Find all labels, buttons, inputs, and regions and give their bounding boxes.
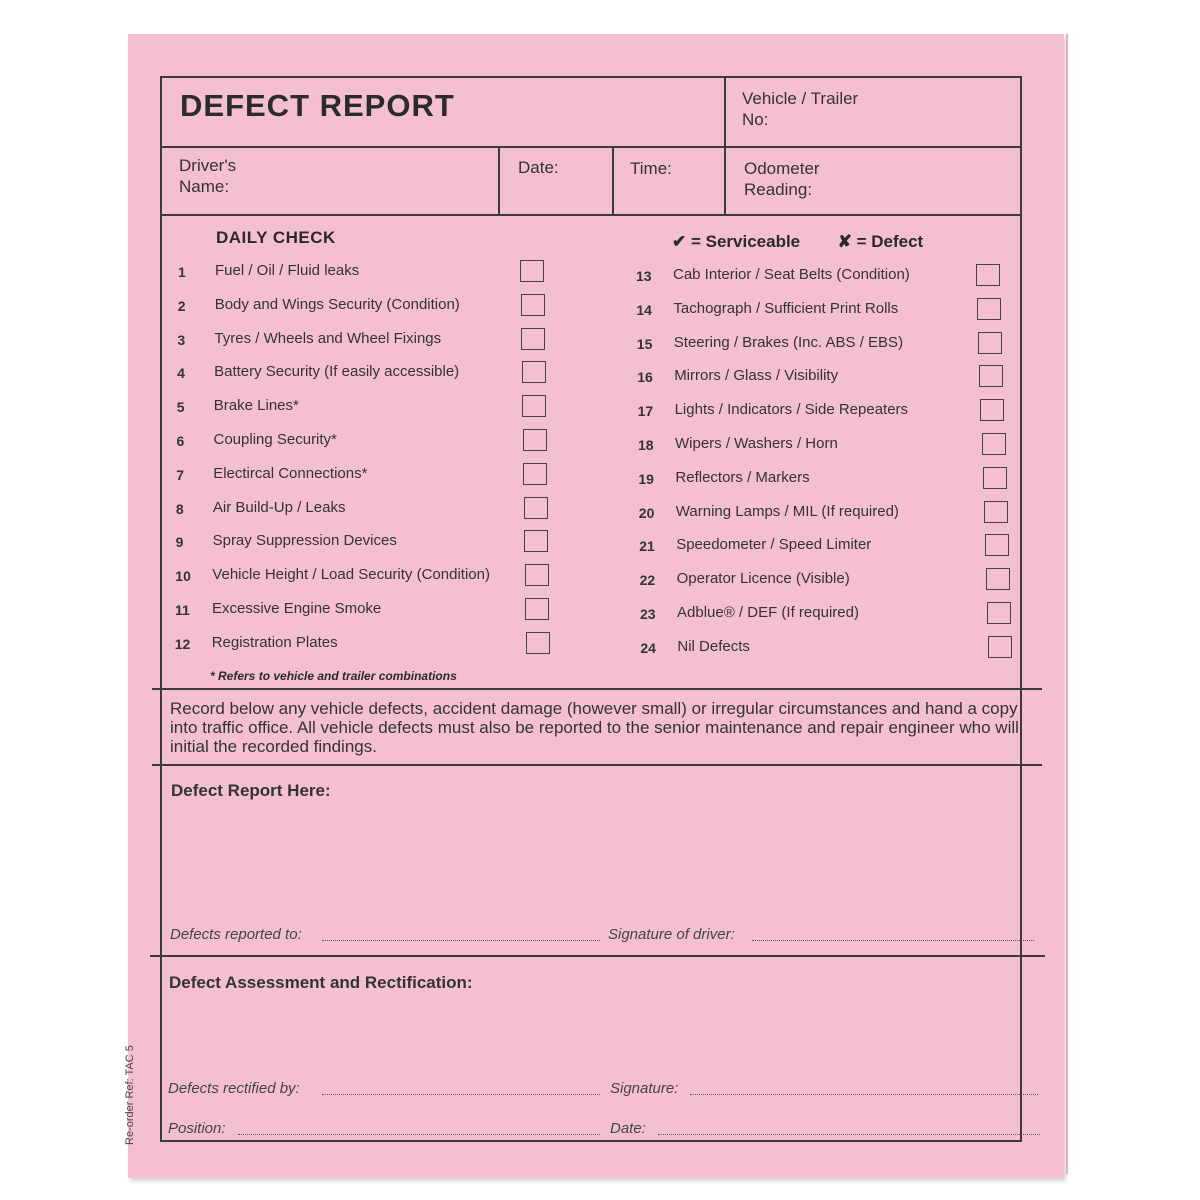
item-number: 22	[639, 572, 656, 589]
item-number: 1	[178, 264, 186, 280]
odometer-label-line1: Odometer	[744, 159, 820, 178]
item-label: Tachograph / Sufficient Print Rolls	[673, 299, 899, 317]
item-number: 17	[637, 403, 654, 420]
legend-serviceable: ✔ = Serviceable	[672, 232, 801, 251]
defect-section-bottom-divider	[150, 955, 1045, 957]
defects-reported-to-line[interactable]	[322, 940, 600, 941]
item-label: Battery Security (If easily accessible)	[214, 363, 460, 381]
item-number: 8	[175, 500, 184, 517]
item-label: Excessive Engine Smoke	[212, 600, 382, 617]
time-cell-divider	[612, 146, 614, 216]
odometer-field[interactable]	[744, 158, 820, 200]
position-line[interactable]	[238, 1134, 600, 1135]
item-label: Operator Licence (Visible)	[676, 570, 850, 588]
reorder-reference: Re-order Ref: TAC 5	[124, 1045, 136, 1145]
item-label: Cab Interior / Seat Belts (Condition)	[673, 266, 910, 283]
instructions-bottom-divider	[152, 764, 1042, 766]
time-field[interactable]: Time:	[630, 159, 672, 178]
vehicle-label-line1: Vehicle / Trailer	[742, 89, 859, 108]
item-label: Wipers / Washers / Horn	[675, 435, 838, 452]
date-cell-divider	[498, 146, 500, 216]
vehicle-label-line2: No:	[742, 110, 769, 129]
item-number: 16	[637, 369, 653, 386]
item-label: Nil Defects	[677, 637, 750, 655]
item-label: Tyres / Wheels and Wheel Fixings	[214, 329, 442, 347]
left-checkbox[interactable]	[521, 294, 545, 316]
left-checkbox[interactable]	[520, 260, 544, 282]
position-label: Position:	[168, 1120, 226, 1137]
item-label: Reflectors / Markers	[675, 468, 810, 486]
checklist-bottom-divider	[152, 688, 1042, 690]
right-checkbox[interactable]	[982, 433, 1006, 455]
left-checkbox[interactable]	[522, 395, 546, 417]
item-number: 7	[176, 466, 184, 483]
left-checkbox[interactable]	[522, 361, 546, 383]
rectified-by-line[interactable]	[322, 1094, 600, 1095]
daily-check-heading: DAILY CHECK	[216, 228, 336, 247]
header-divider	[160, 146, 1022, 148]
left-checkbox[interactable]	[524, 530, 548, 552]
item-number: 18	[638, 437, 654, 453]
rectified-by-label: Defects rectified by:	[168, 1080, 300, 1097]
vehicle-cell-divider	[724, 76, 726, 216]
defects-reported-to-label: Defects reported to:	[170, 926, 302, 943]
item-label: Body and Wings Security (Condition)	[214, 295, 460, 313]
item-number: 2	[177, 297, 186, 314]
left-checkbox[interactable]	[524, 497, 548, 519]
item-label: Lights / Indicators / Side Repeaters	[674, 401, 909, 419]
left-checkbox[interactable]	[523, 463, 547, 485]
item-label: Brake Lines*	[213, 397, 299, 415]
signature-label: Signature:	[610, 1080, 679, 1097]
item-number: 6	[176, 433, 185, 449]
right-checkbox[interactable]	[983, 467, 1007, 489]
item-label: Speedometer / Speed Limiter	[676, 536, 872, 554]
right-checkbox[interactable]	[984, 501, 1008, 523]
item-number: 3	[177, 331, 186, 348]
item-number: 14	[636, 301, 652, 318]
item-label: Fuel / Oil / Fluid leaks	[215, 262, 360, 279]
right-checkbox[interactable]	[979, 365, 1003, 387]
date-label-bottom: Date:	[610, 1120, 646, 1137]
signature-line[interactable]	[690, 1094, 1038, 1095]
right-checkbox[interactable]	[986, 568, 1010, 590]
driver-name-field[interactable]	[179, 155, 236, 197]
item-label: Coupling Security*	[213, 431, 337, 448]
item-label: Air Build-Up / Leaks	[212, 498, 346, 516]
left-checkbox[interactable]	[521, 328, 545, 350]
legend	[672, 232, 927, 252]
item-label: Steering / Brakes (Inc. ABS / EBS)	[673, 333, 904, 351]
item-label: Spray Suppression Devices	[212, 532, 397, 550]
item-number: 24	[640, 639, 656, 656]
left-checkbox[interactable]	[525, 564, 549, 586]
left-checkbox[interactable]	[523, 429, 547, 451]
driver-signature-label: Signature of driver:	[608, 926, 735, 943]
driver-label-line2: Name:	[179, 177, 230, 196]
header-bottom-divider	[160, 214, 1022, 216]
item-label: Adblue® / DEF (If required)	[677, 604, 859, 621]
right-checkbox[interactable]	[977, 298, 1001, 320]
right-checkbox[interactable]	[985, 534, 1009, 556]
left-checkbox[interactable]	[525, 598, 549, 620]
instructions-text: Record below any vehicle defects, accident damage (however small) or irregular circumstances and hand a copy into traffic office. All vehicle defects must also be reported to the senior maintenance and repair engineer who will initial the recorded findings.	[170, 699, 1019, 756]
item-number: 23	[640, 606, 656, 622]
vehicle-label[interactable]	[742, 88, 858, 130]
defect-report-heading: Defect Report Here:	[171, 781, 331, 800]
item-number: 13	[636, 268, 652, 284]
left-checkbox[interactable]	[526, 632, 550, 654]
driver-label-line1: Driver's	[179, 156, 237, 175]
legend-defect: ✘ = Defect	[837, 232, 924, 251]
assessment-heading: Defect Assessment and Rectification:	[169, 973, 473, 992]
item-label: Mirrors / Glass / Visibility	[674, 367, 839, 385]
driver-signature-line[interactable]	[752, 940, 1034, 941]
footnote: * Refers to vehicle and trailer combinations	[210, 669, 457, 683]
item-number: 10	[175, 568, 191, 585]
item-number: 4	[177, 365, 185, 382]
item-label: Vehicle Height / Load Security (Condition)	[212, 566, 490, 584]
right-checkbox[interactable]	[980, 399, 1004, 421]
odometer-label-line2: Reading:	[744, 180, 813, 199]
item-label: Electircal Connections*	[213, 464, 368, 482]
right-checkbox[interactable]	[976, 264, 1000, 286]
item-number: 11	[175, 602, 190, 618]
item-number: 20	[638, 504, 655, 521]
date-field[interactable]: Date:	[518, 158, 559, 177]
item-number: 9	[175, 534, 184, 551]
item-number: 21	[639, 538, 655, 555]
right-checkbox[interactable]	[987, 602, 1011, 624]
item-label: Registration Plates	[211, 633, 338, 651]
right-checkbox[interactable]	[978, 332, 1002, 354]
item-number: 19	[638, 470, 654, 487]
date-line-bottom[interactable]	[658, 1134, 1040, 1135]
form-title: DEFECT REPORT	[180, 88, 455, 123]
item-label: Warning Lamps / MIL (If required)	[675, 502, 899, 520]
right-checkbox[interactable]	[988, 636, 1012, 658]
item-number: 5	[176, 399, 185, 416]
item-number: 12	[174, 635, 191, 652]
item-number: 15	[636, 335, 653, 352]
